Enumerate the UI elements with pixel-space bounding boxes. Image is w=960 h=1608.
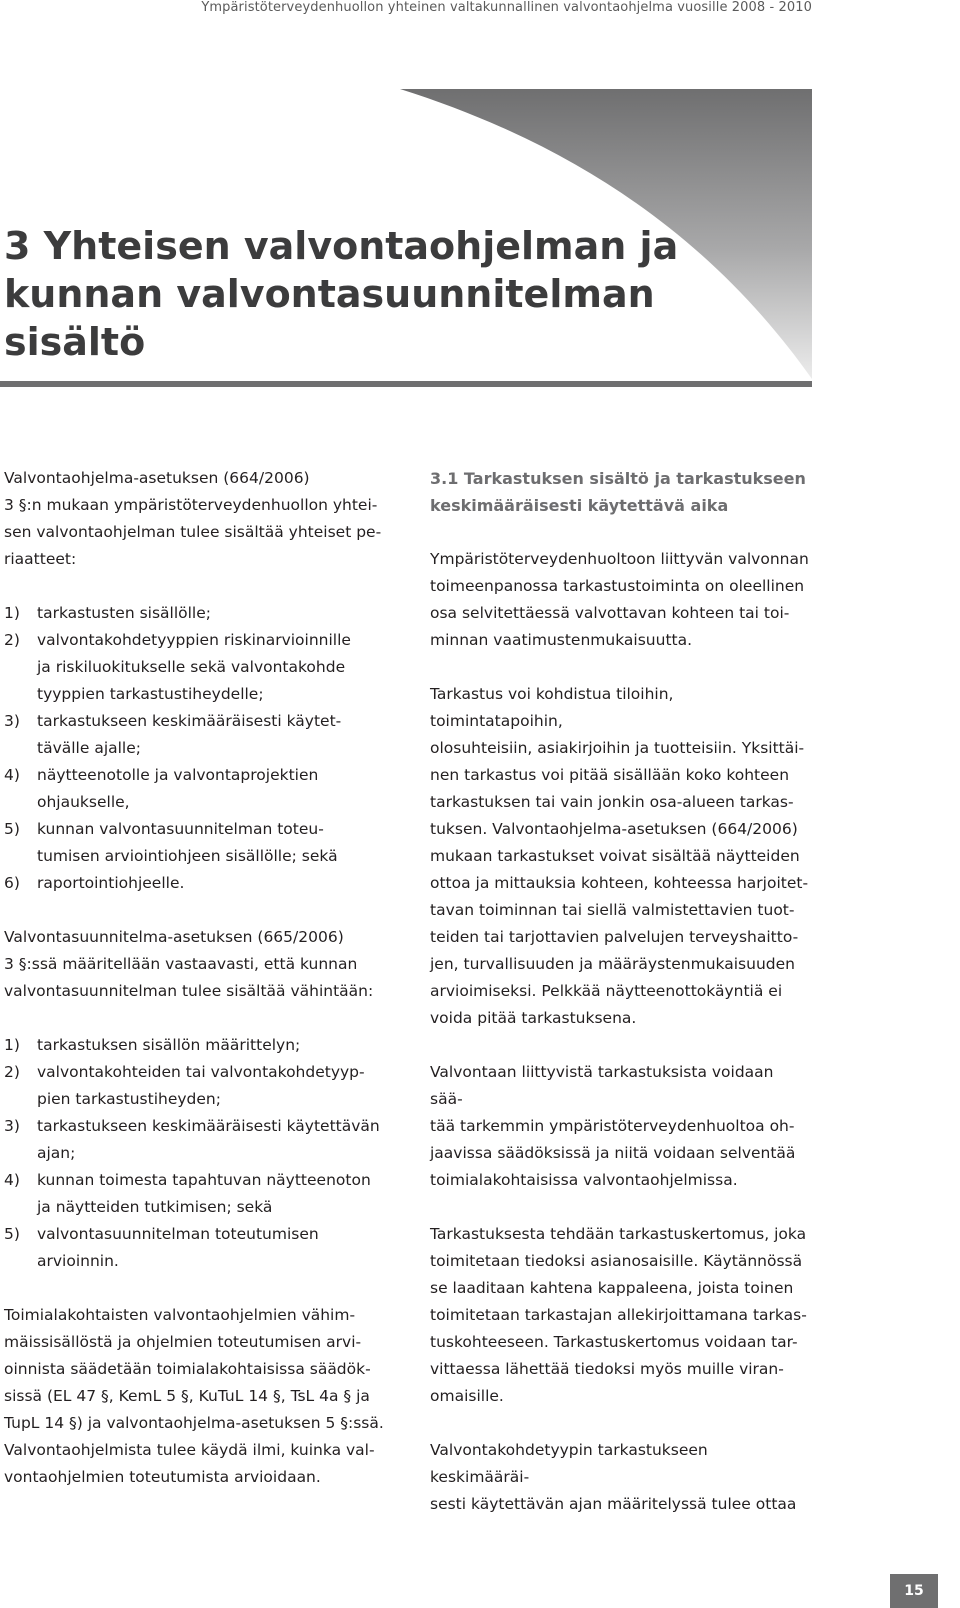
list-number: 1) — [4, 1036, 20, 1054]
list-number: 5) — [4, 820, 20, 838]
list-text: kunnan valvontasuunnitelman toteu- tumisen arviointiohjeen sisällölle; sekä — [37, 820, 338, 865]
body-paragraph: Valvontakohdetyypin tarkastukseen keskimääräi- sesti käytettävän ajan määritelyssä tulee ottaa — [430, 1441, 797, 1513]
list-number: 3) — [4, 1117, 20, 1135]
list-item — [4, 870, 384, 897]
body-paragraph: Valvontaan liittyvistä tarkastuksista voidaan sää- tää tarkemmin ympäristöterveydenhuoltoa oh- jaavissa säädöksissä ja niitä voidaan selventää toimialakohtaisissa valvontaohjelmissa. — [430, 1063, 796, 1189]
body-paragraph: Ympäristöterveydenhuoltoon liittyvän valvonnan toimeenpanossa tarkastustoiminta on oleellinen osa selvitettäessä valvottavan kohteen tai toi- minnan vaatimustenmukaisuutta. — [430, 550, 809, 649]
section-heading: 3.1 Tarkastuksen sisältö ja tarkastukseen keskimääräisesti käytettävä aika — [430, 469, 806, 515]
list-number: 4) — [4, 1171, 20, 1189]
list-number: 2) — [4, 631, 20, 649]
intro-paragraph-1: Valvontaohjelma-asetuksen (664/2006) 3 §:n mukaan ympäristöterveydenhuollon yhtei- sen valvontaohjelman tulee sisältää yhteiset pe- riaatteet: — [4, 469, 382, 568]
list-text: tarkastukseen keskimääräisesti käytet- tävälle ajalle; — [37, 712, 342, 757]
minimum-contents-list — [4, 1032, 384, 1275]
list-text: valvontasuunnitelman toteutumisen arvioinnin. — [37, 1225, 319, 1270]
body-paragraph: Toimialakohtaisten valvontaohjelmien vähim- mäissisällöstä ja ohjelmien toteutumisen arvi- oinnista säädetään toimialakohtaisissa säädök- sissä (EL 47 §, KemL 5 §, KuTuL 14 §, TsL 4a § ja TupL 14 §) ja valvontaohjelma-asetuksen 5 §:ssä. Valvontaohjelmista tulee käydä ilmi, kuinka val- vontaohjelmien toteutumista arvioidaan. — [4, 1306, 384, 1486]
list-item — [4, 1221, 384, 1275]
right-column — [430, 465, 810, 1518]
list-text: valvontakohteiden tai valvontakohdetyyp- pien tarkastustiheyden; — [37, 1063, 365, 1108]
list-number: 5) — [4, 1225, 20, 1243]
list-item — [4, 1059, 384, 1113]
list-text: tarkastukseen keskimääräisesti käytettävän ajan; — [37, 1117, 380, 1162]
left-column — [4, 465, 384, 1491]
body-paragraph: Tarkastuksesta tehdään tarkastuskertomus, joka toimitetaan tiedoksi asianosaisille. Käytännössä se laaditaan kahtena kappaleena, joista toinen toimitetaan tarkastajan allekirjoittamana tarkas- tuskohteeseen. Tarkastuskertomus voidaan tar- vittaessa lähettää tiedoksi myös muille viran- omaisille. — [430, 1225, 807, 1405]
list-text: tarkastuksen sisällön määrittelyn; — [37, 1036, 301, 1054]
list-item — [4, 1113, 384, 1167]
list-text: kunnan toimesta tapahtuvan näytteenoton ja näytteiden tutkimisen; sekä — [37, 1171, 371, 1216]
list-item — [4, 1032, 384, 1059]
list-text: tarkastusten sisällölle; — [37, 604, 211, 622]
body-paragraph: Tarkastus voi kohdistua tiloihin, toimintatapoihin, olosuhteisiin, asiakirjoihin ja tuotteisiin. Yksittäi- nen tarkastus voi pitää sisällään koko kohteen tarkastuksen tai vain jonkin osa-alueen tarkas- tuksen. Valvontaohjelma-asetuksen (664/2006) mukaan tarkastukset voivat sisältää näytteiden ottoa ja mittauksia kohteen, kohteessa harjoitet- tavan toiminnan tai siellä valmistettavien tuot- teiden tai tarjottavien palvelujen terveyshaitto- jen, turvallisuuden ja määräystenmukaisuuden arvioimiseksi. Pelkkää näytteenottokäyntiä ei voida pitää tarkastuksena. — [430, 685, 809, 1027]
list-item — [4, 600, 384, 627]
list-number: 2) — [4, 1063, 20, 1081]
list-text: raportointiohjeelle. — [37, 874, 185, 892]
chapter-title: 3 Yhteisen valvontaohjelman ja kunnan valvontasuunnitelman sisältö — [4, 224, 679, 364]
list-item — [4, 708, 384, 762]
list-item — [4, 762, 384, 816]
list-item — [4, 627, 384, 708]
list-number: 1) — [4, 604, 20, 622]
principles-list — [4, 600, 384, 897]
intro-paragraph-2: Valvontasuunnitelma-asetuksen (665/2006) 3 §:ssä määritellään vastaavasti, että kunnan valvontasuunnitelman tulee sisältää vähintään: — [4, 928, 374, 1000]
list-item — [4, 816, 384, 870]
list-item — [4, 1167, 384, 1221]
page-number: 15 — [890, 1574, 938, 1608]
list-number: 3) — [4, 712, 20, 730]
list-text: näytteenotolle ja valvontaprojektien ohjaukselle, — [37, 766, 319, 811]
list-number: 6) — [4, 874, 20, 892]
list-text: valvontakohdetyyppien riskinarvioinnille ja riskiluokitukselle sekä valvontakohde tyyppien tarkastustiheydelle; — [37, 631, 351, 703]
running-header: Ympäristöterveydenhuollon yhteinen valtakunnallinen valvontaohjelma vuosille 2008 - 2010 — [201, 0, 812, 15]
list-number: 4) — [4, 766, 20, 784]
